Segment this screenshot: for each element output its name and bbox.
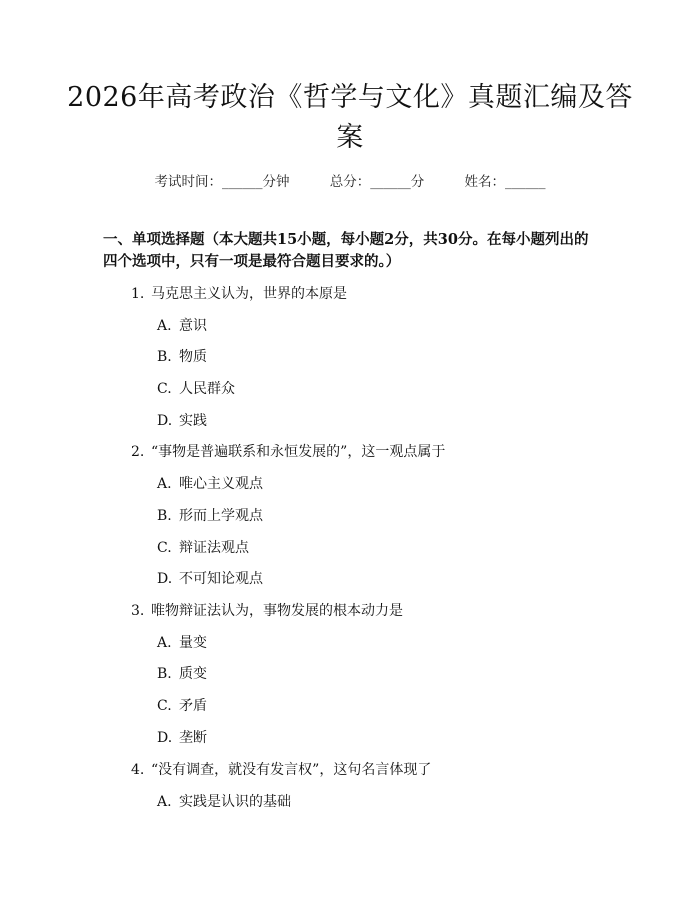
option-item [157,663,207,683]
option-text: 辩证法观点 [179,540,249,556]
question-number: 3. [131,603,145,619]
option-text: 意识 [179,318,207,334]
option-text: 量变 [179,635,207,651]
option-letter: D. [157,571,173,587]
option-item [157,568,263,588]
option-item [157,473,263,493]
option-letter: C. [157,381,172,397]
option-letter: C. [157,698,172,714]
option-letter: B. [157,508,172,524]
question-number: 1. [131,286,145,302]
option-letter: A. [157,794,172,810]
option-letter: A. [157,318,172,334]
question-text: “没有调查，就没有发言权”，这句名言体现了 [151,762,432,778]
option-text: 形而上学观点 [179,508,263,524]
option-text: 不可知论观点 [179,571,263,587]
total-score-label: 总分：______分 [329,174,425,190]
option-text: 矛盾 [179,698,207,714]
option-item [157,727,207,747]
option-text: 质变 [179,666,207,682]
exam-meta [0,170,700,190]
option-letter: D. [157,413,173,429]
question-text: “事物是普遍联系和永恒发展的”，这一观点属于 [151,444,446,460]
question-item [131,759,431,779]
option-letter: A. [157,635,172,651]
option-item [157,378,235,398]
option-text: 垄断 [179,730,207,746]
option-letter: B. [157,349,172,365]
option-item [157,346,207,366]
question-text: 唯物辩证法认为，事物发展的根本动力是 [151,603,403,619]
option-item [157,791,291,811]
option-letter: C. [157,540,172,556]
question-item [131,441,445,461]
question-text: 马克思主义认为，世界的本原是 [151,286,347,302]
document-title: 2026年高考政治《哲学与文化》真题汇编及答案 [67,82,633,153]
name-label: 姓名：______ [464,174,546,190]
section-heading: 一、单项选择题（本大题共15小题，每小题2分，共30分。在每小题列出的四个选项中，只有一项是最符合题目要求的。） [103,231,589,270]
question-number: 4. [131,762,145,778]
option-item [157,537,249,557]
option-letter: A. [157,476,172,492]
question-item [131,600,403,620]
option-letter: B. [157,666,172,682]
option-item [157,315,207,335]
option-text: 唯心主义观点 [179,476,263,492]
option-text: 人民群众 [179,381,235,397]
option-item [157,695,207,715]
option-item [157,505,263,525]
option-item [157,410,207,430]
option-text: 实践是认识的基础 [179,794,291,810]
option-text: 物质 [179,349,207,365]
question-number: 2. [131,444,145,460]
question-item [131,283,347,303]
option-letter: D. [157,730,173,746]
exam-time-label: 考试时间：______分钟 [154,174,290,190]
option-text: 实践 [179,413,207,429]
option-item [157,632,207,652]
